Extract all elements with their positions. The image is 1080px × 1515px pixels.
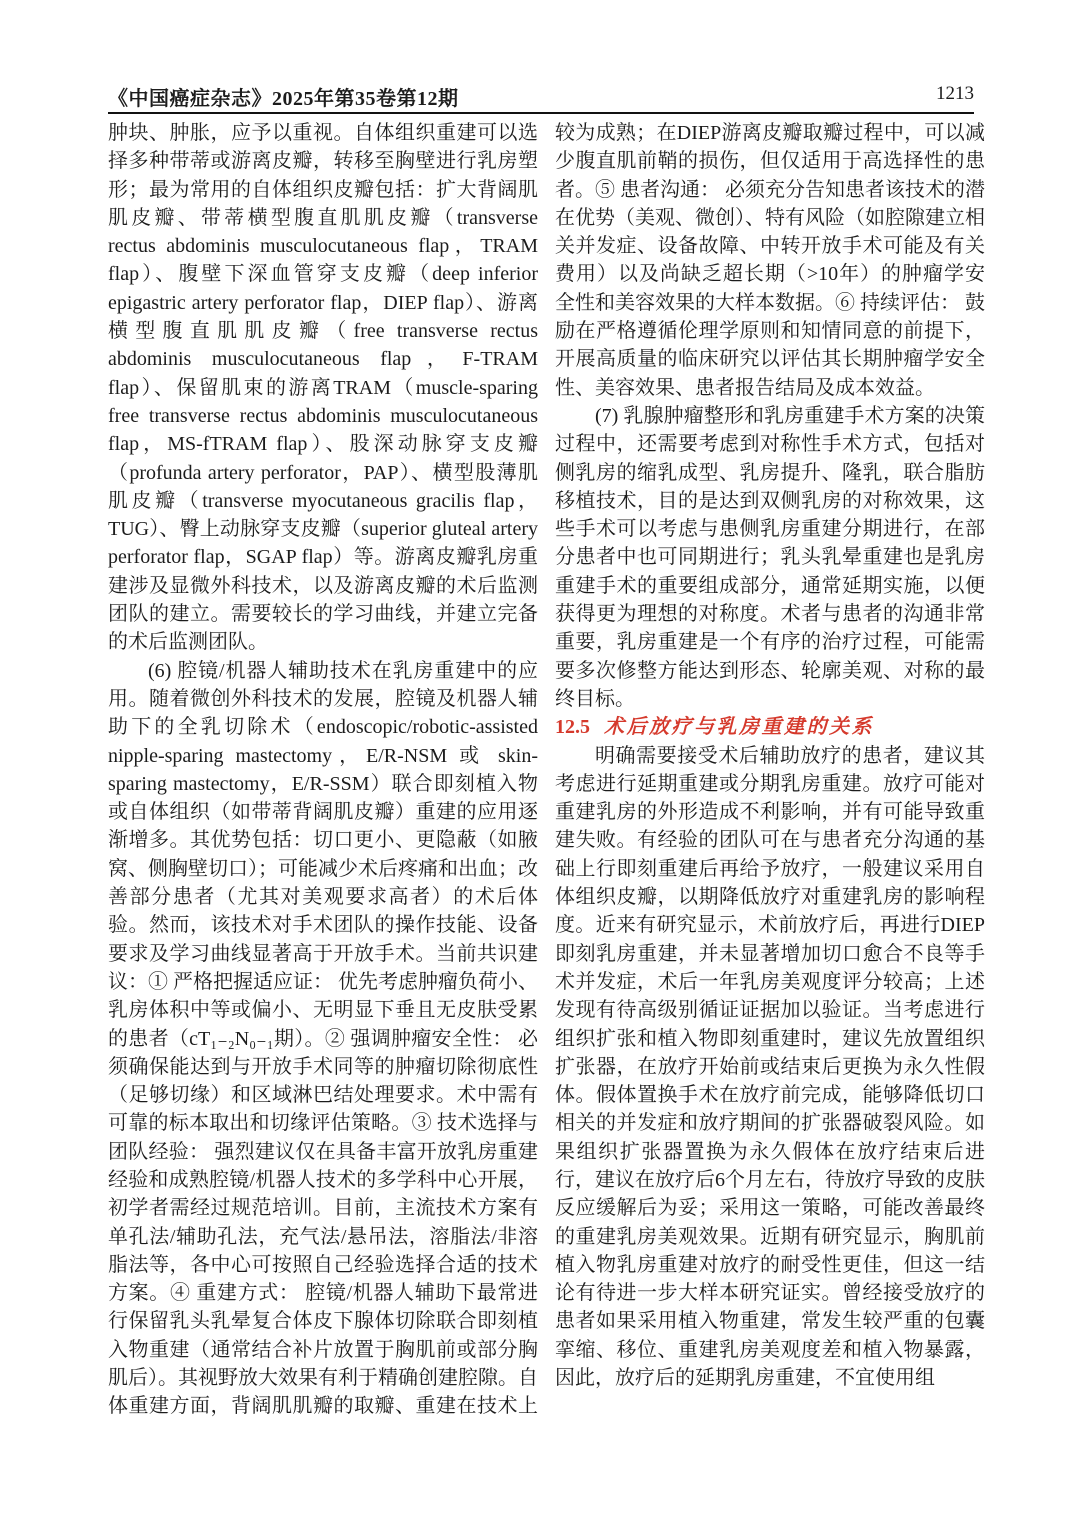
paragraph: 明确需要接受术后辅助放疗的患者，建议其考虑进行延期重建或分期乳房重建。放疗可能对重建乳房的外形造成不利影响，并有可能导致重建失败。有经验的团队可在与患者充分沟通的基础上行即刻重建后再给予放疗，一般建议采用自体组织皮瓣，以期降低放疗对重建乳房的影响程度。近来有研究显示，术前放疗后，再进行DIEP即刻乳房重建，并未显著增加切口愈合不良等手术并发症，术后一年乳房美观度评分较高；上述发现有待高级别循证证据加以验证。当考虑进行组织扩张和植入物即刻重建时，建议先放置组织扩张器，在放疗开始前或结束后更换为永久性假体。假体置换手术在放疗前完成，能够降低切口相关的并发症和放疗期间的扩张器破裂风险。如果组织扩张器置换为永久假体在放疗结束后进行，建议在放疗后6个月左右，待放疗导致的皮肤反应缓解后为妥；采用这一策略，可能改善最终的重建乳房美观效果。近期有研究显示，胸肌前植入物乳房重建对放疗的耐受性更佳，但这一结论有待进一步大样本研究证实。曾经接受放疗的患者如果采用植入物重建，常发生较严重的包囊挛缩、移位、重建乳房美观度差和植入物暴露，因此，放疗后的延期乳房重建，不宜使用组	[555, 744, 985, 1390]
paragraph: 肿块、肿胀，应予以重视。自体组织重建可以选择多种带蒂或游离皮瓣，转移至胸壁进行乳房塑形；最为常用的自体组织皮瓣包括：扩大背阔肌肌皮瓣、带蒂横型腹直肌肌皮瓣（transverse rectus abdominis musculocutaneous flap，TRAM flap）、腹壁下深血管穿支皮瓣（deep inferior epigastric artery perforator flap，DIEP flap）、游离横型腹直肌肌皮瓣（free transverse rectus abdominis musculocutaneous flap，F-TRAM flap）、保留肌束的游离TRAM（muscle-sparing free transverse rectus abdominis musculocutaneous flap，MS-fTRAM flap）、股深动脉穿支皮瓣（profunda artery perforator，PAP）、横型股薄肌肌皮瓣（transverse myocutaneous gracilis flap，TUG）、臀上动脉穿支皮瓣（superior gluteal artery perforator flap，SGAP flap）等。游离皮瓣乳房重建涉及显微外科技术，以及游离皮瓣的术后监测团队的建立。需要较长的学习曲线，并建立完备的术后监测团队。	[108, 122, 538, 654]
page-number: 1213	[936, 83, 974, 104]
header-rule	[108, 112, 974, 114]
section-number: 12.5	[555, 716, 590, 739]
journal-title: 《中国癌症杂志》2025年第35卷第12期	[108, 88, 459, 110]
section-heading	[555, 713, 985, 741]
running-header	[108, 82, 974, 108]
paragraph: (7) 乳腺肿瘤整形和乳房重建手术方案的决策过程中，还需要考虑到对称性手术方式，包括对侧乳房的缩乳成型、乳房提升、隆乳，联合脂肪移植技术，目的是达到双侧乳房的对称效果，这些手术可以考虑与患侧乳房重建分期进行，在部分患者中也可同期进行；乳头乳晕重建也是乳房重建手术的重要组成部分，通常延期实施，以便获得更为理想的对称度。术者与患者的沟通非常重要，乳房重建是一个有序的治疗过程，可能需要多次修整方能达到形态、轮廓美观、对称的最终目标。	[555, 404, 985, 710]
section-title: 术后放疗与乳房重建的关系	[604, 716, 874, 739]
article-body	[108, 119, 985, 1421]
paragraph: (6) 腔镜/机器人辅助技术在乳房重建中的应用。随着微创外科技术的发展，腔镜及机器人辅助下的全乳切除术（endoscopic/robotic-assisted nipple-sparing mastectomy，E/R-NSM 或 skin-sparing mastectomy，E/R-SSM）联合即刻植入物或自体组织（如带蒂背阔肌皮瓣）重建的应用逐渐增多。其优势包括：切口更小、更隐蔽（如腋窝、侧胸壁切口）；可能减少术后疼痛和出血；改善部分患者（尤其对美观要求高者）的术后体验。然而，该技术对手术团队的操作技能、设备要求及学习曲线显著高于开放手术。当前共识建议：① 严格把握适应证： 优先考虑肿瘤负荷小、乳房体积中等或偏小、无明显下垂且无皮肤受累的患者（cT₁₋₂N₀₋₁期）。② 强调肿瘤安全性： 必须确保能达到与开放手术同等的肿瘤切除彻底性（足够切缘）和区域淋巴结处理要求。术中需有可靠的标本取出和切缘评估策略。③ 技术选择与团队经验： 强烈建议仅在具备丰富开放乳房重建经验和成熟腔镜/机器人技术的多学科中心开展，初学者需经过规范培训。目前，主流技术方案有单孔法/辅助孔法，充气法/悬吊法，溶脂法/非溶脂法等，各中心可按照自己经验选择合适的技术方案。④ 重建方式： 腔镜/机器人辅助下最常进行保留乳头乳晕复合体皮下腺体切除联合即刻植入物重建（通常结合补片放置于胸肌前或部分胸肌后）。其视野放大效果有利于精确创建腔隙。自体重建方面，背阔肌肌瓣的取瓣、重建在技术上较为成熟；在DIEP游离皮瓣取瓣过程中，可以减少腹直肌前鞘的损伤，但仅适用于高选择性的患者。⑤ 患者沟通： 必须充分告知患者该技术的潜在优势（美观、微创）、特有风险（如腔隙建立相关并发症、设备故障、中转开放手术可能及有关费用）以及尚缺乏超长期（>10年）的肿瘤学安全性和美容效果的大样本数据。⑥ 持续评估： 鼓励在严格遵循伦理学原则和知情同意的前提下，开展高质量的临床研究以评估其长期肿瘤学安全性、美容效果、患者报告结局及成本效益。	[108, 122, 985, 1418]
